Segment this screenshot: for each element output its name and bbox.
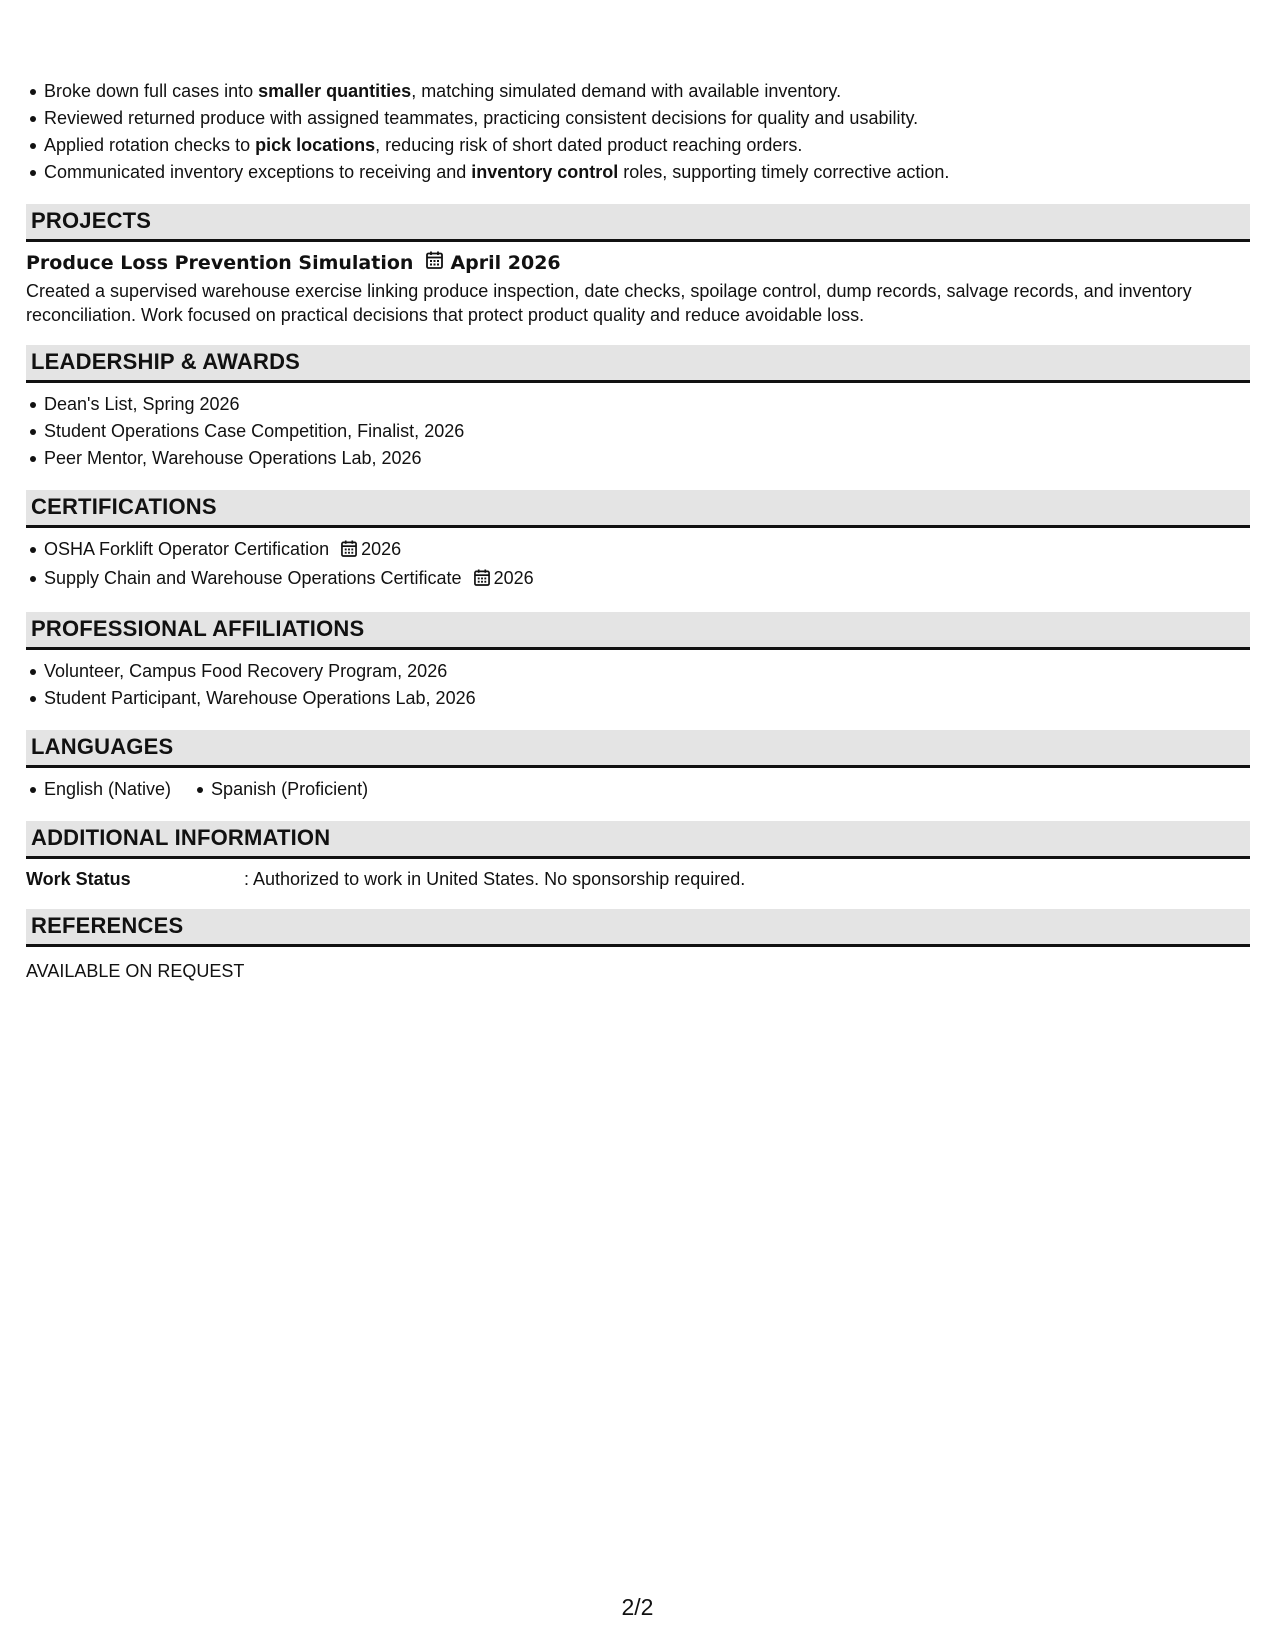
list-item: Peer Mentor, Warehouse Operations Lab, 2026 bbox=[44, 445, 1250, 472]
certification-name: OSHA Forklift Operator Certification bbox=[44, 539, 330, 559]
affiliations-section bbox=[26, 612, 1250, 712]
project-title: Produce Loss Prevention Simulation bbox=[26, 252, 414, 274]
certification-name: Supply Chain and Warehouse Operations Certificate bbox=[44, 568, 462, 588]
list-item: English (Native) bbox=[44, 776, 171, 803]
experience-bullets bbox=[26, 78, 1250, 186]
list-item: Student Operations Case Competition, Finalist, 2026 bbox=[44, 418, 1250, 445]
work-status-value: : Authorized to work in United States. No sponsorship required. bbox=[244, 869, 746, 889]
section-heading: REFERENCES bbox=[26, 909, 1250, 947]
section-heading: LANGUAGES bbox=[26, 730, 1250, 768]
references-text: AVAILABLE ON REQUEST bbox=[26, 961, 245, 981]
section-heading: PROJECTS bbox=[26, 204, 1250, 242]
section-heading: LEADERSHIP & AWARDS bbox=[26, 345, 1250, 383]
list-item: Reviewed returned produce with assigned teammates, practicing consistent decisions for quality and usability. bbox=[44, 105, 1250, 132]
section-heading: PROFESSIONAL AFFILIATIONS bbox=[26, 612, 1250, 650]
certification-date: 2026 bbox=[361, 539, 402, 559]
section-heading: CERTIFICATIONS bbox=[26, 490, 1250, 528]
work-status-label: Work Status bbox=[26, 869, 131, 889]
list-item: Volunteer, Campus Food Recovery Program, 2026 bbox=[44, 658, 1250, 685]
project-title-row bbox=[26, 250, 1250, 276]
project-description: Created a supervised warehouse exercise linking produce inspection, date checks, spoilage control, dump records, salvage records, and inventory reconciliation. Work focused on practical decisions that protect product quality and reduce avoidable loss. bbox=[26, 281, 1192, 325]
references-section bbox=[26, 909, 1250, 983]
calendar-icon bbox=[341, 538, 357, 565]
work-status-row bbox=[26, 867, 1250, 891]
projects-section bbox=[26, 204, 1250, 327]
list-item: Spanish (Proficient) bbox=[211, 776, 368, 803]
languages-section bbox=[26, 730, 1250, 803]
certifications-section bbox=[26, 490, 1250, 594]
calendar-icon bbox=[426, 250, 443, 276]
list-item bbox=[44, 565, 1250, 594]
list-item: Broke down full cases into smaller quantities, matching simulated demand with available inventory. bbox=[44, 78, 1250, 105]
resume-page bbox=[26, 78, 1250, 983]
leadership-section bbox=[26, 345, 1250, 472]
additional-information-section bbox=[26, 821, 1250, 891]
section-heading: ADDITIONAL INFORMATION bbox=[26, 821, 1250, 859]
calendar-icon bbox=[474, 567, 490, 594]
certification-date: 2026 bbox=[493, 568, 534, 588]
list-item: Applied rotation checks to pick locations, reducing risk of short dated product reaching orders. bbox=[44, 132, 1250, 159]
page-number: 2/2 bbox=[621, 1594, 654, 1620]
list-item: Student Participant, Warehouse Operations Lab, 2026 bbox=[44, 685, 1250, 712]
list-item bbox=[44, 536, 1250, 565]
list-item: Communicated inventory exceptions to receiving and inventory control roles, supporting timely corrective action. bbox=[44, 159, 1250, 186]
list-item: Dean's List, Spring 2026 bbox=[44, 391, 1250, 418]
project-date: April 2026 bbox=[450, 252, 561, 274]
